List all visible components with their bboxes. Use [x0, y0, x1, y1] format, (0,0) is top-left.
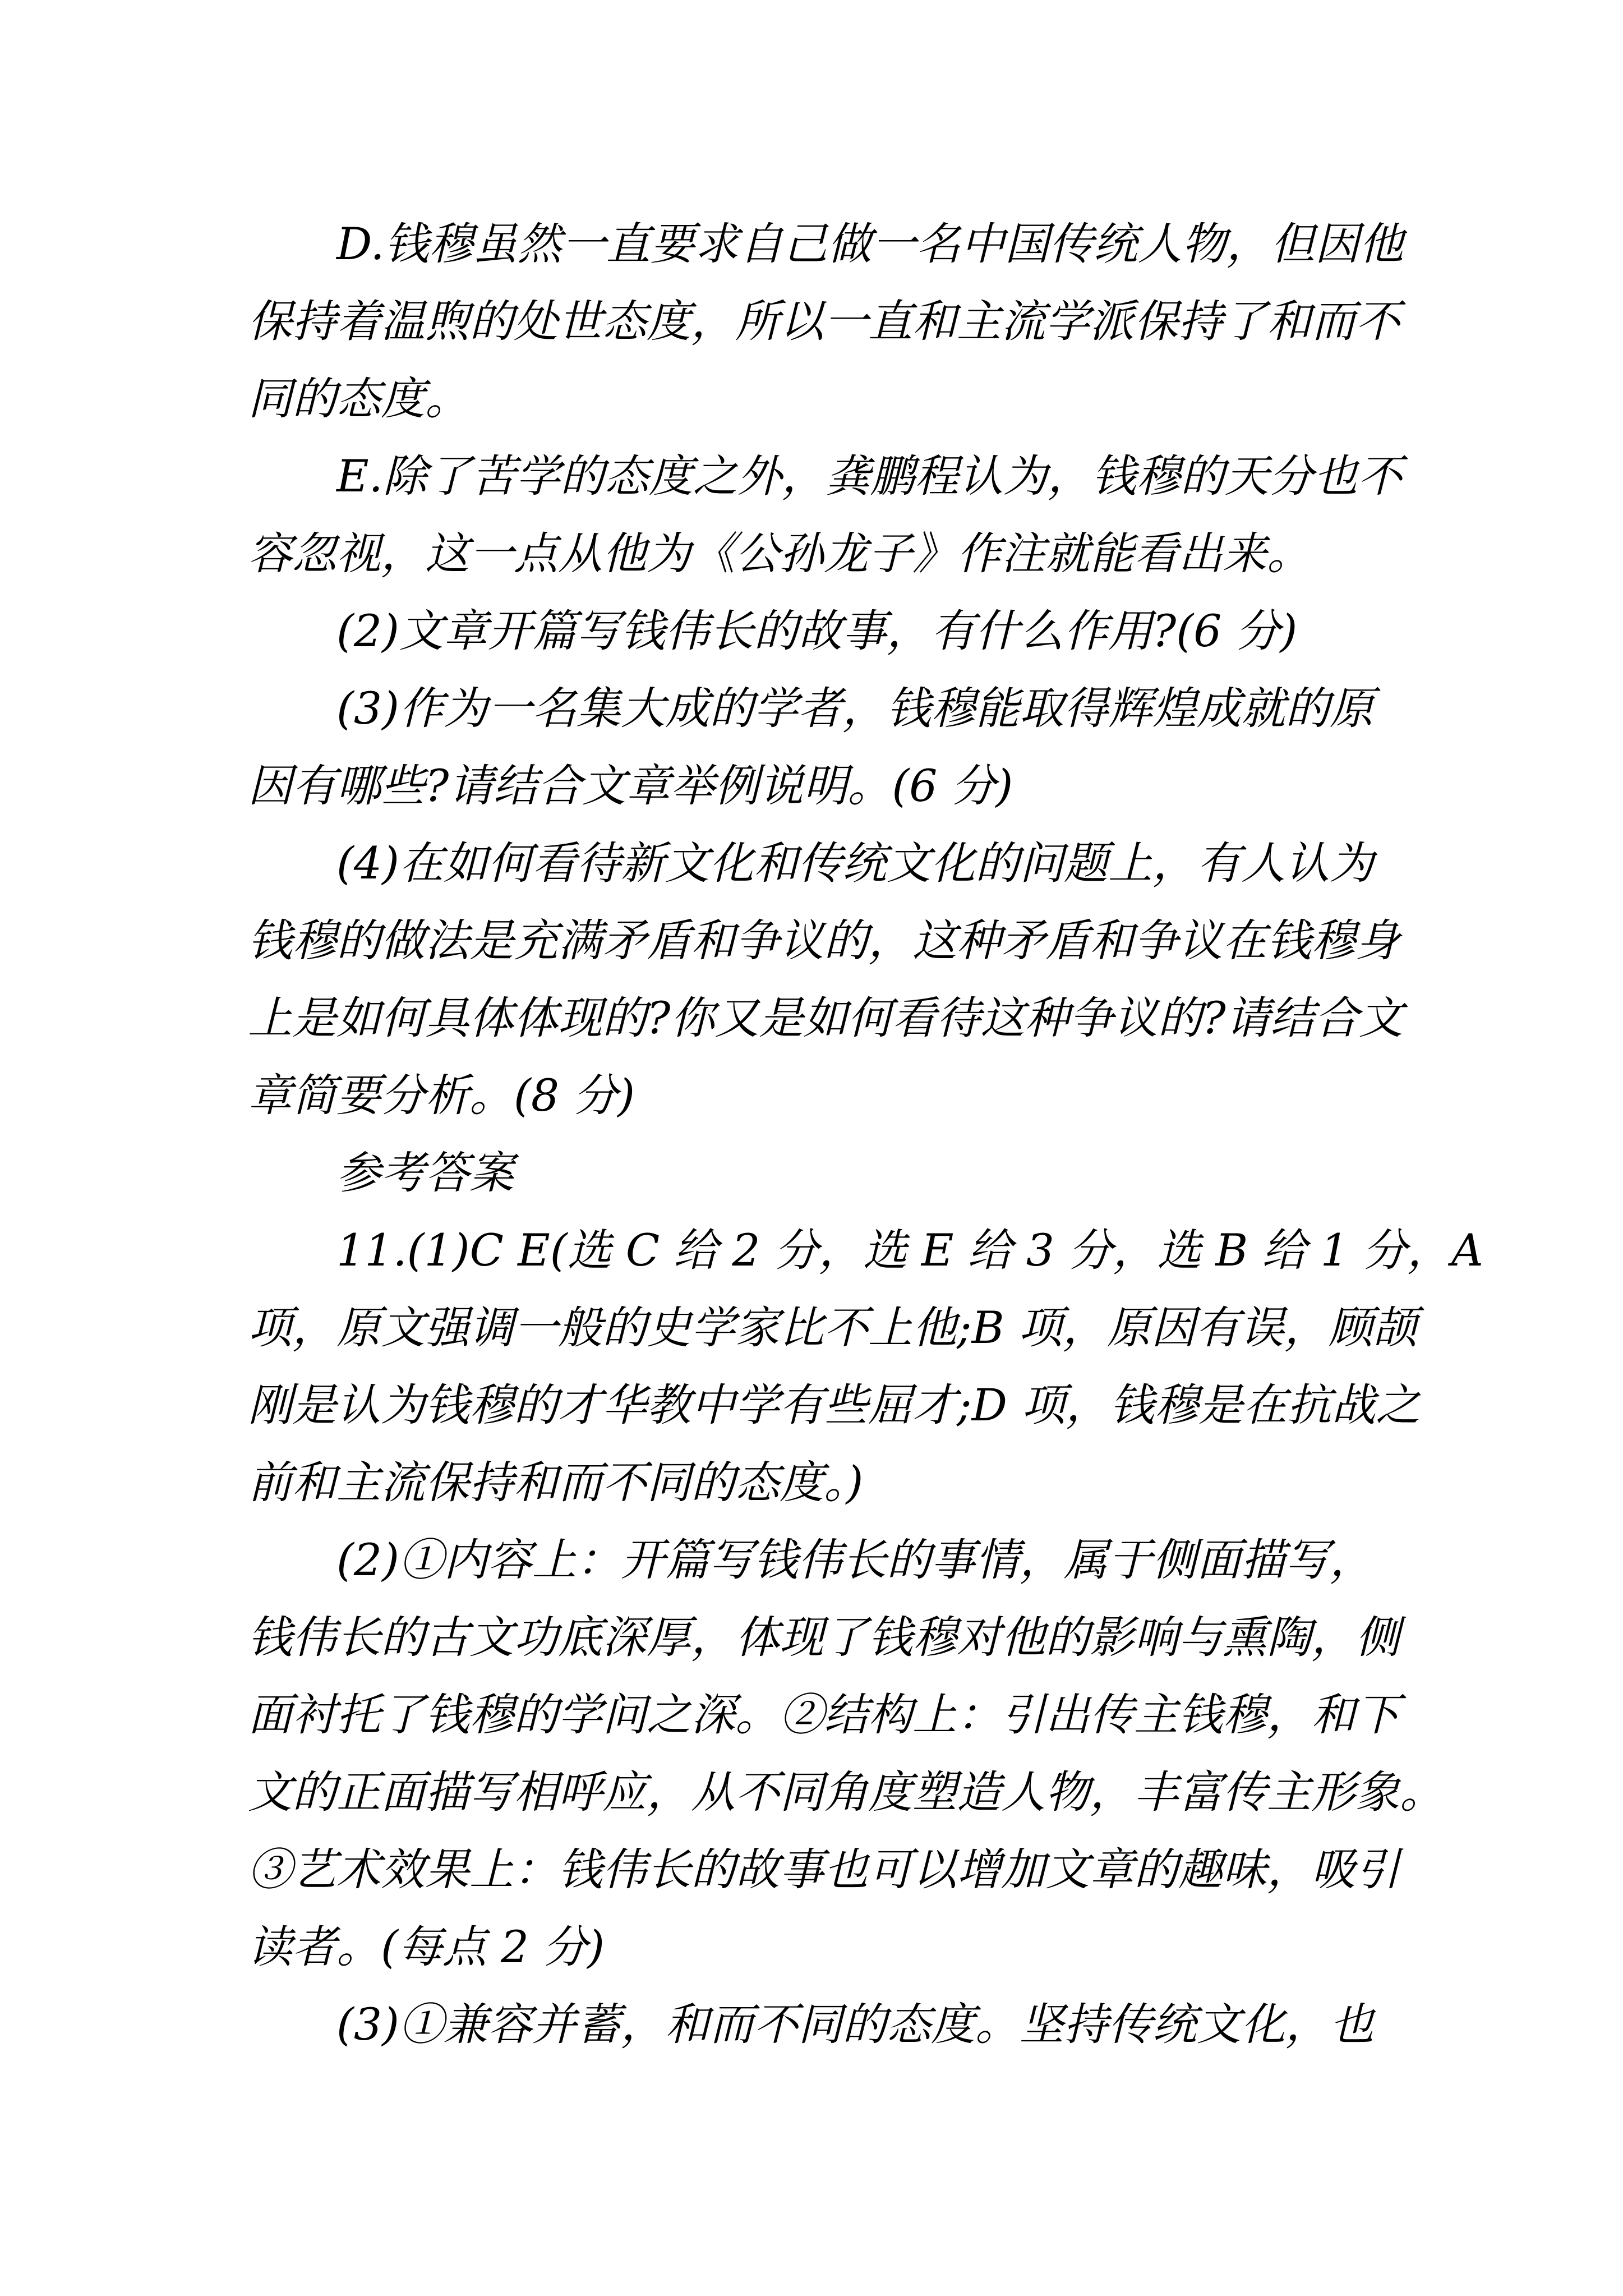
text-line: 钱伟长的古文功底深厚，体现了钱穆对他的影响与熏陶，侧: [248, 1612, 1400, 1663]
text-content: [248, 205, 1483, 2063]
text-line: 上是如何具体体现的?你又是如何看待这种争议的?请结合文: [248, 992, 1403, 1044]
text-line: D.钱穆虽然一直要求自己做一名中国传统人物，但因他: [336, 218, 1404, 270]
text-line: 刚是认为钱穆的才华教中学有些屈才;D 项，钱穆是在抗战之: [248, 1379, 1421, 1431]
text-line: (4)在如何看待新文化和传统文化的问题上，有人认为: [336, 838, 1374, 889]
text-line: 项，原文强调一般的史学家比不上他;B 项，原因有误，顾颉: [248, 1302, 1417, 1354]
text-line: 钱穆的做法是充满矛盾和争议的，这种矛盾和争议在钱穆身: [248, 915, 1400, 967]
paragraph-choice-option-e: [248, 438, 1402, 592]
text-line: 文的正面描写相呼应，从不同角度塑造人物，丰富传主形象。: [248, 1766, 1444, 1818]
text-line: 保持着温煦的处世态度，所以一直和主流学派保持了和而不: [248, 296, 1400, 347]
paragraph-answer-3-partial: [248, 1986, 1376, 2063]
text-line: 因有哪些?请结合文章举例说明。(6 分): [248, 760, 1013, 812]
text-line: 容忽视，这一点从他为《公孙龙子》作注就能看出来。: [248, 528, 1311, 579]
paragraph-choice-option-d: [248, 205, 1404, 438]
paragraph-question-2: [248, 592, 1376, 670]
paragraph-answer-2: [248, 1521, 1444, 1986]
paragraph-question-4: [248, 825, 1403, 1134]
text-line: 章简要分析。(8 分): [248, 1070, 635, 1121]
paragraph-answer-11-1: [248, 1212, 1483, 1521]
text-line: 前和主流保持和而不同的态度。): [248, 1457, 864, 1508]
text-line: (3)作为一名集大成的学者，钱穆能取得辉煌成就的原: [336, 683, 1374, 734]
text-line: (2)文章开篇写钱伟长的故事，有什么作用?(6 分): [336, 605, 1298, 657]
text-line: (3)①兼容并蓄，和而不同的态度。坚持传统文化，也: [336, 1999, 1374, 2050]
text-line: 面衬托了钱穆的学问之深。②结构上：引出传主钱穆，和下: [248, 1689, 1400, 1741]
text-line: 参考答案: [336, 1147, 514, 1199]
text-line: (2)①内容上：开篇写钱伟长的事情，属于侧面描写，: [336, 1534, 1374, 1586]
text-line: ③艺术效果上：钱伟长的故事也可以增加文章的趣味，吸引: [248, 1844, 1400, 1895]
paragraph-answers-heading: [248, 1134, 1376, 1212]
text-line: 11.(1)C E(选 C 给 2 分，选 E 给 3 分，选 B 给 1 分，A: [336, 1225, 1483, 1276]
paragraph-question-3: [248, 670, 1376, 825]
text-line: E.除了苦学的态度之外，龚鹏程认为，钱穆的天分也不: [336, 450, 1402, 502]
text-line: 读者。(每点 2 分): [248, 1921, 605, 1973]
text-line: 同的态度。: [248, 373, 469, 425]
